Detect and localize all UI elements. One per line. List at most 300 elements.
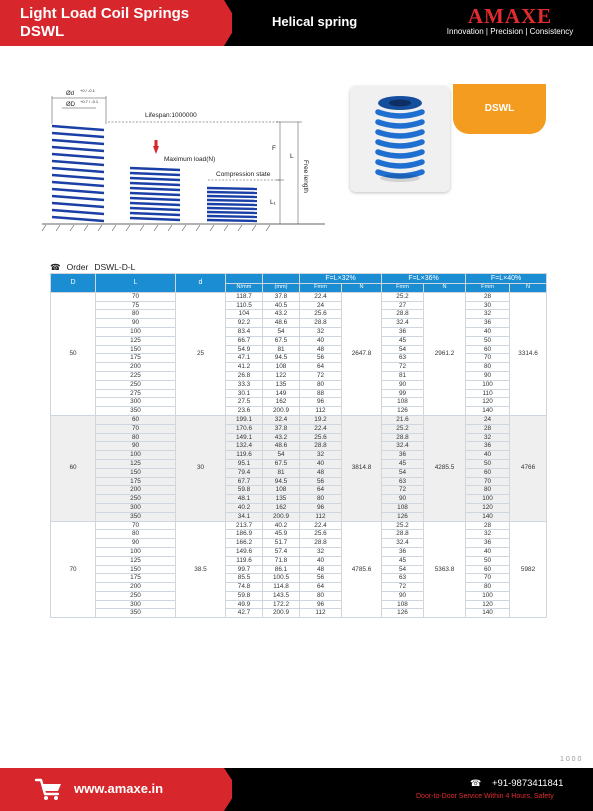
cell-rate: 119.6 — [226, 556, 263, 565]
cell-fmm-2: 63 — [382, 477, 424, 486]
cell-fmm-1: 72 — [300, 371, 342, 380]
product-photo — [350, 86, 450, 192]
cell-L: 350 — [96, 407, 176, 416]
table-row — [51, 539, 547, 548]
cell-L: 100 — [96, 547, 176, 556]
cell-fmm-1: 48 — [300, 345, 342, 354]
cell-fmm-3: 40 — [466, 327, 510, 336]
table-row — [51, 547, 547, 556]
cell-rate: 213.7 — [226, 521, 263, 530]
order-code: DSWL-D-L — [94, 262, 136, 272]
cell-rate: 199.1 — [226, 415, 263, 424]
cell-length: 81 — [263, 468, 300, 477]
cell-fmm-2: 72 — [382, 486, 424, 495]
cell-fmm-2: 90 — [382, 591, 424, 600]
cart-icon — [34, 776, 64, 802]
cell-length: 135 — [263, 380, 300, 389]
cell-length: 86.1 — [263, 565, 300, 574]
cell-n-2: 5363.8 — [424, 521, 466, 618]
cell-fmm-2: 63 — [382, 574, 424, 583]
dim-L-label: L — [290, 153, 294, 160]
cell-rate: 99.7 — [226, 565, 263, 574]
cell-L: 125 — [96, 336, 176, 345]
cell-fmm-2: 25.2 — [382, 424, 424, 433]
cell-fmm-3: 120 — [466, 398, 510, 407]
cell-fmm-1: 112 — [300, 407, 342, 416]
compression-label: Compression state — [216, 171, 271, 178]
cell-fmm-1: 40 — [300, 336, 342, 345]
col-header-mm — [263, 274, 300, 284]
cell-rate: 119.6 — [226, 451, 263, 460]
order-line — [50, 262, 141, 273]
cell-d: 30 — [176, 415, 226, 521]
cell-fmm-2: 81 — [382, 371, 424, 380]
cell-length: 67.5 — [263, 459, 300, 468]
cell-D: 50 — [51, 292, 96, 415]
table-row — [51, 477, 547, 486]
cell-fmm-2: 90 — [382, 495, 424, 504]
table-row — [51, 310, 547, 319]
cell-rate: 132.4 — [226, 442, 263, 451]
cell-fmm-3: 120 — [466, 503, 510, 512]
cell-rate: 47.1 — [226, 354, 263, 363]
cell-L: 90 — [96, 319, 176, 328]
cell-length: 40.2 — [263, 521, 300, 530]
table-row — [51, 301, 547, 310]
cell-fmm-1: 22.4 — [300, 292, 342, 301]
table-row — [51, 451, 547, 460]
cell-fmm-2: 54 — [382, 345, 424, 354]
free-spring-icon — [52, 126, 104, 221]
loaded-spring-icon — [130, 168, 180, 220]
cell-fmm-1: 40 — [300, 556, 342, 565]
cell-L: 100 — [96, 451, 176, 460]
cell-fmm-2: 25.2 — [382, 521, 424, 530]
cell-fmm-3: 36 — [466, 539, 510, 548]
cell-rate: 95.1 — [226, 459, 263, 468]
telephone-icon: ☎ — [470, 778, 482, 788]
cell-fmm-1: 112 — [300, 609, 342, 618]
cell-fmm-2: 45 — [382, 556, 424, 565]
cell-rate: 79.4 — [226, 468, 263, 477]
cell-fmm-1: 22.4 — [300, 424, 342, 433]
cell-L: 250 — [96, 591, 176, 600]
cell-fmm-3: 140 — [466, 512, 510, 521]
cell-L: 60 — [96, 415, 176, 424]
table-row — [51, 398, 547, 407]
table-row — [51, 345, 547, 354]
cell-n-1: 2647.8 — [342, 292, 382, 415]
col-header-n-3: N — [510, 284, 547, 293]
cell-fmm-1: 80 — [300, 591, 342, 600]
cell-n-3: 4766 — [510, 415, 547, 521]
col-header-n-2: N — [424, 284, 466, 293]
table-row — [51, 292, 547, 301]
cell-L: 80 — [96, 433, 176, 442]
order-label: Order — [66, 262, 89, 272]
cell-fmm-1: 24 — [300, 301, 342, 310]
cell-rate: 67.7 — [226, 477, 263, 486]
table-row — [51, 530, 547, 539]
spring-diagram — [40, 84, 325, 234]
cell-fmm-3: 110 — [466, 389, 510, 398]
website-link[interactable]: www.amaxe.in — [74, 781, 164, 796]
cell-L: 300 — [96, 503, 176, 512]
cell-n-2: 2961.2 — [424, 292, 466, 415]
cell-L: 90 — [96, 442, 176, 451]
cell-length: 94.5 — [263, 477, 300, 486]
cell-fmm-3: 100 — [466, 380, 510, 389]
col-header-d: d — [176, 274, 226, 293]
cell-length: 100.5 — [263, 574, 300, 583]
table-row — [51, 319, 547, 328]
cell-fmm-2: 54 — [382, 468, 424, 477]
cell-length: 40.5 — [263, 301, 300, 310]
cell-rate: 149.6 — [226, 547, 263, 556]
cell-L: 250 — [96, 380, 176, 389]
cell-L: 70 — [96, 521, 176, 530]
cell-rate: 26.8 — [226, 371, 263, 380]
cell-rate: 110.5 — [226, 301, 263, 310]
cell-fmm-1: 25.6 — [300, 310, 342, 319]
cell-n-1: 3814.8 — [342, 415, 382, 521]
cell-fmm-3: 32 — [466, 310, 510, 319]
cell-L: 250 — [96, 495, 176, 504]
cell-fmm-3: 60 — [466, 565, 510, 574]
cell-fmm-1: 64 — [300, 486, 342, 495]
cell-L: 200 — [96, 583, 176, 592]
cell-fmm-1: 64 — [300, 583, 342, 592]
cell-D: 70 — [51, 521, 96, 618]
table-row — [51, 389, 547, 398]
cell-n-2: 4285.5 — [424, 415, 466, 521]
cell-L: 80 — [96, 530, 176, 539]
phone-number: +91-9873411841 — [492, 778, 564, 789]
cell-length: 43.2 — [263, 310, 300, 319]
cell-length: 200.9 — [263, 512, 300, 521]
cell-fmm-3: 140 — [466, 407, 510, 416]
cell-fmm-3: 32 — [466, 530, 510, 539]
cell-fmm-3: 32 — [466, 433, 510, 442]
spec-table-body — [51, 292, 547, 617]
cell-length: 162 — [263, 398, 300, 407]
cell-fmm-3: 40 — [466, 547, 510, 556]
cell-L: 100 — [96, 327, 176, 336]
cell-fmm-2: 108 — [382, 600, 424, 609]
cell-fmm-1: 22.4 — [300, 521, 342, 530]
cell-rate: 104 — [226, 310, 263, 319]
cell-L: 150 — [96, 468, 176, 477]
cell-rate: 42.7 — [226, 609, 263, 618]
cell-fmm-3: 80 — [466, 363, 510, 372]
cell-length: 149 — [263, 389, 300, 398]
cell-fmm-3: 24 — [466, 415, 510, 424]
table-row — [51, 424, 547, 433]
cell-L: 90 — [96, 539, 176, 548]
col-header-D: D — [51, 274, 96, 293]
table-row — [51, 609, 547, 618]
cell-length: 48.6 — [263, 442, 300, 451]
phone-icon: ☎ — [50, 262, 61, 272]
table-row — [51, 565, 547, 574]
cell-length: 71.8 — [263, 556, 300, 565]
cell-length: 81 — [263, 345, 300, 354]
cell-fmm-1: 28.8 — [300, 539, 342, 548]
cell-fmm-3: 50 — [466, 459, 510, 468]
cell-fmm-2: 63 — [382, 354, 424, 363]
cell-fmm-2: 28.8 — [382, 433, 424, 442]
cell-rate: 41.2 — [226, 363, 263, 372]
col-header-group1: F=L×32% — [300, 274, 382, 284]
cell-L: 350 — [96, 512, 176, 521]
dim-d-label: Ød — [66, 91, 75, 97]
cell-rate: 27.5 — [226, 398, 263, 407]
cell-fmm-2: 90 — [382, 380, 424, 389]
col-header-group2: F=L×36% — [382, 274, 466, 284]
cell-L: 200 — [96, 363, 176, 372]
cell-fmm-1: 28.8 — [300, 319, 342, 328]
cell-D: 60 — [51, 415, 96, 521]
table-row — [51, 521, 547, 530]
cell-fmm-1: 96 — [300, 503, 342, 512]
cell-rate: 59.8 — [226, 591, 263, 600]
cell-fmm-2: 45 — [382, 336, 424, 345]
cell-length: 108 — [263, 486, 300, 495]
cell-fmm-1: 96 — [300, 398, 342, 407]
page-title-code: DSWL — [20, 23, 65, 40]
cell-rate: 74.8 — [226, 583, 263, 592]
col-header-rate: N/mm — [226, 284, 263, 293]
cell-fmm-2: 36 — [382, 327, 424, 336]
cell-fmm-3: 30 — [466, 301, 510, 310]
cell-L: 225 — [96, 371, 176, 380]
cell-fmm-1: 80 — [300, 495, 342, 504]
dim-D-label: ØD — [66, 102, 75, 108]
cell-fmm-2: 32.4 — [382, 442, 424, 451]
cell-fmm-1: 28.8 — [300, 442, 342, 451]
table-row — [51, 486, 547, 495]
cell-rate: 85.5 — [226, 574, 263, 583]
cell-length: 37.8 — [263, 424, 300, 433]
cell-fmm-1: 25.6 — [300, 530, 342, 539]
table-row — [51, 327, 547, 336]
cell-fmm-1: 25.6 — [300, 433, 342, 442]
cell-fmm-2: 21.6 — [382, 415, 424, 424]
cell-fmm-1: 112 — [300, 512, 342, 521]
col-header-group3: F=L×40% — [466, 274, 547, 284]
cell-length: 94.5 — [263, 354, 300, 363]
cell-rate: 48.1 — [226, 495, 263, 504]
cell-L: 125 — [96, 556, 176, 565]
table-row — [51, 433, 547, 442]
cell-length: 67.5 — [263, 336, 300, 345]
cell-fmm-2: 126 — [382, 512, 424, 521]
cell-fmm-3: 80 — [466, 583, 510, 592]
cell-rate: 118.7 — [226, 292, 263, 301]
table-row — [51, 591, 547, 600]
table-row — [51, 363, 547, 372]
cell-fmm-3: 70 — [466, 574, 510, 583]
cell-rate: 30.1 — [226, 389, 263, 398]
cell-fmm-1: 56 — [300, 477, 342, 486]
cell-fmm-2: 27 — [382, 301, 424, 310]
col-header-fmm-3: Fmm — [466, 284, 510, 293]
cell-fmm-2: 36 — [382, 451, 424, 460]
table-row — [51, 459, 547, 468]
cell-fmm-3: 60 — [466, 345, 510, 354]
cell-length: 172.2 — [263, 600, 300, 609]
cell-fmm-2: 28.8 — [382, 310, 424, 319]
cell-rate: 66.7 — [226, 336, 263, 345]
cell-fmm-1: 40 — [300, 459, 342, 468]
table-row — [51, 354, 547, 363]
cell-length: 54 — [263, 327, 300, 336]
page-title: Light Load Coil Springs — [20, 5, 190, 22]
dim-L1-label: L₁ — [270, 199, 276, 206]
cell-rate: 92.2 — [226, 319, 263, 328]
cell-length: 143.5 — [263, 591, 300, 600]
cell-L: 70 — [96, 424, 176, 433]
cell-fmm-1: 48 — [300, 468, 342, 477]
cell-length: 200.9 — [263, 609, 300, 618]
page-number: 1 0 0 0 — [560, 756, 582, 763]
cell-fmm-3: 120 — [466, 600, 510, 609]
cell-length: 51.7 — [263, 539, 300, 548]
cell-L: 300 — [96, 398, 176, 407]
cell-rate: 59.8 — [226, 486, 263, 495]
cell-fmm-1: 56 — [300, 574, 342, 583]
cell-fmm-2: 126 — [382, 609, 424, 618]
max-load-label: Maximum load(N) — [164, 156, 216, 163]
cell-fmm-2: 108 — [382, 503, 424, 512]
cell-fmm-2: 32.4 — [382, 539, 424, 548]
cell-fmm-3: 70 — [466, 354, 510, 363]
lifespan-label: Lifespan:1000000 — [145, 112, 197, 119]
table-row — [51, 512, 547, 521]
table-row — [51, 442, 547, 451]
col-header-nmm — [226, 274, 263, 284]
cell-fmm-1: 48 — [300, 565, 342, 574]
cell-fmm-3: 50 — [466, 336, 510, 345]
cell-length: 37.8 — [263, 292, 300, 301]
cell-fmm-1: 88 — [300, 389, 342, 398]
cell-L: 70 — [96, 292, 176, 301]
cell-fmm-3: 100 — [466, 591, 510, 600]
table-row — [51, 415, 547, 424]
cell-fmm-2: 72 — [382, 363, 424, 372]
table-row — [51, 583, 547, 592]
cell-rate: 83.4 — [226, 327, 263, 336]
cell-rate: 40.2 — [226, 503, 263, 512]
cell-fmm-2: 54 — [382, 565, 424, 574]
cell-n-3: 3314.6 — [510, 292, 547, 415]
cell-fmm-3: 28 — [466, 424, 510, 433]
cell-fmm-2: 99 — [382, 389, 424, 398]
cell-n-3: 5982 — [510, 521, 547, 618]
cell-fmm-3: 28 — [466, 292, 510, 301]
cell-length: 108 — [263, 363, 300, 372]
blue-spring-icon — [350, 86, 450, 192]
cell-fmm-3: 36 — [466, 319, 510, 328]
cell-fmm-2: 45 — [382, 459, 424, 468]
col-header-length-mm: (mm) — [263, 284, 300, 293]
cell-rate: 33.3 — [226, 380, 263, 389]
cell-L: 175 — [96, 574, 176, 583]
cell-fmm-3: 50 — [466, 556, 510, 565]
cell-length: 32.4 — [263, 415, 300, 424]
cell-rate: 186.9 — [226, 530, 263, 539]
cell-fmm-3: 100 — [466, 495, 510, 504]
cell-fmm-3: 40 — [466, 451, 510, 460]
cell-n-1: 4785.6 — [342, 521, 382, 618]
table-row — [51, 574, 547, 583]
table-row — [51, 468, 547, 477]
compressed-spring-icon — [207, 188, 257, 221]
cell-L: 150 — [96, 345, 176, 354]
table-row — [51, 600, 547, 609]
col-header-fmm-1: Fmm — [300, 284, 342, 293]
cell-L: 175 — [96, 354, 176, 363]
load-arrow-icon — [153, 146, 159, 154]
table-row — [51, 503, 547, 512]
cell-fmm-1: 32 — [300, 451, 342, 460]
cell-L: 275 — [96, 389, 176, 398]
service-note: Door-to-Door Service Within 4 Hours, Safety — [416, 793, 554, 800]
cell-fmm-1: 32 — [300, 547, 342, 556]
cell-fmm-1: 64 — [300, 363, 342, 372]
cell-fmm-2: 72 — [382, 583, 424, 592]
cell-L: 80 — [96, 310, 176, 319]
dim-D-tolerance: +0.7 / -0.1 — [80, 99, 99, 104]
col-header-fmm-2: Fmm — [382, 284, 424, 293]
cell-fmm-3: 36 — [466, 442, 510, 451]
cell-fmm-1: 19.2 — [300, 415, 342, 424]
cell-L: 150 — [96, 565, 176, 574]
col-header-L: L — [96, 274, 176, 293]
brand-logo: AMAXE — [467, 4, 553, 28]
table-row — [51, 495, 547, 504]
cell-fmm-3: 28 — [466, 521, 510, 530]
free-length-label: Free length — [302, 160, 309, 193]
cell-L: 200 — [96, 486, 176, 495]
cell-rate: 54.9 — [226, 345, 263, 354]
col-header-n-1: N — [342, 284, 382, 293]
cell-length: 48.6 — [263, 319, 300, 328]
cell-rate: 149.1 — [226, 433, 263, 442]
cell-fmm-3: 70 — [466, 477, 510, 486]
cell-length: 135 — [263, 495, 300, 504]
cell-fmm-3: 80 — [466, 486, 510, 495]
spec-table: D L d F=L×32% F=L×36% F=L×40% @￥/P N/mm (mm) Fmm N Fmm N Fmm N 50 70 25 118.7 37.8 22.4 2647.8 25.2 2961.2 28 3314.6 75 110.5 40.5 24 27 30 80 104 43.2 25.6 28.8 32 90 92.2 48.6 28.8 32.4 36 100 83.4 54 32 36 40 125 66.7 67.5 40 45 50 150 54.9 81 48 54 60 175 47.1 94.5 56 63 70 200 41.2 108 64 72 80 225 26.8 122 72 81 90 250 33.3 135 80 90 100 275 30.1 149 88 99 110 300 27.5 162 96 108 120 350 23.6 200.9 112 126 140 60 60 30 199.1 32.4 19.2 3814.8 21.6 4285.5 24 4766 70 170.6 37.8 22.4 25.2 28 80 149.1 43.2 25.6 28.8 32 90 132.4 48.6 28.8 32.4 36 100 119.6 54 32 36 40 125 95.1 67.5 40 45 50 150 79.4 81 48 54 60 175 67.7 94.5 56 63 70 200 59.8 108 64 72 80 250 48.1 135 80 90 100 300 40.2 162 96 108 120 350 34.1 200.9 112 126 140 70 70 38.5 213.7 40.2 22.4 4785.6 25.2 5363.8 28 5982 80 186.9 45.9 25.6 28.8 32 90 166.2 51.7 28.8 32.4 36 100 149.6 57.4 32 36 40 125 119.6 71.8 40 45 50 150 99.7 86.1 48 54 60 175 85.5 100.5 56 63 70 200 74.8 114.8 64 72 80 250 59.8 143.5 80 90 100 300 49.9 172.2 96 108 120 350 42.7 200.9 112 126 140 — [50, 273, 547, 618]
cell-rate: 170.6 — [226, 424, 263, 433]
cell-length: 43.2 — [263, 433, 300, 442]
dim-d-tolerance: +0 / -0.1 — [80, 88, 95, 93]
cell-fmm-1: 96 — [300, 600, 342, 609]
cell-fmm-2: 108 — [382, 398, 424, 407]
cell-fmm-1: 32 — [300, 327, 342, 336]
cell-d: 25 — [176, 292, 226, 415]
cell-L: 350 — [96, 609, 176, 618]
cell-fmm-1: 80 — [300, 380, 342, 389]
cell-length: 200.9 — [263, 407, 300, 416]
cell-L: 300 — [96, 600, 176, 609]
cell-length: 122 — [263, 371, 300, 380]
cell-L: 175 — [96, 477, 176, 486]
cell-fmm-2: 32.4 — [382, 319, 424, 328]
cell-fmm-2: 28.8 — [382, 530, 424, 539]
cell-fmm-3: 60 — [466, 468, 510, 477]
cell-fmm-1: 56 — [300, 354, 342, 363]
